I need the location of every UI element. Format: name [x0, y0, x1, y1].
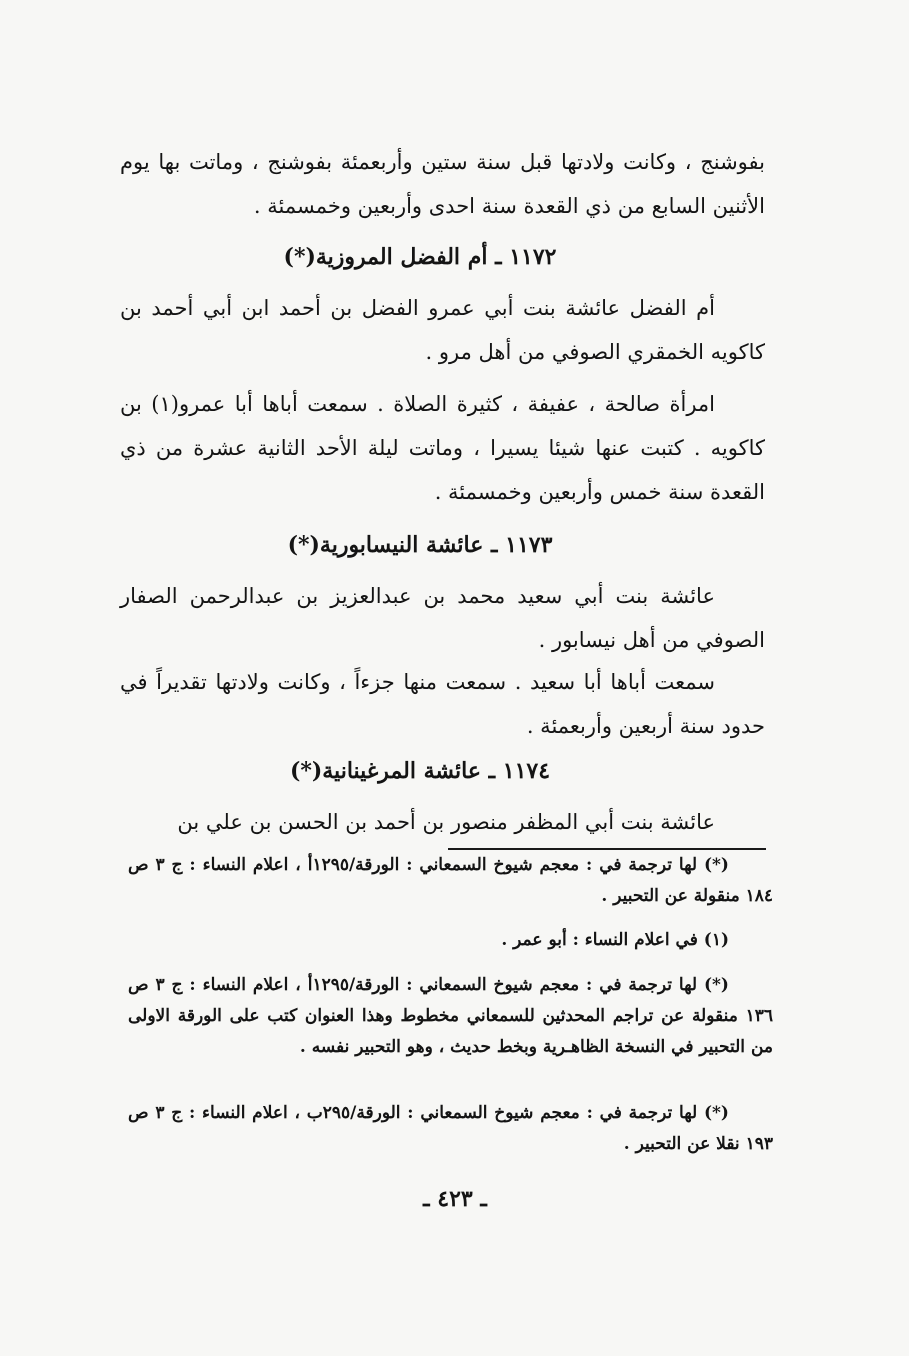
footnote-2: (١) في اعلام النساء : أبو عمر . — [501, 930, 729, 950]
entry-1174-paragraph-1: عائشة بنت أبي المظفر منصور بن أحمد بن الحسن بن علي بن — [177, 810, 715, 834]
entry-1171-tail: بفوشنج ، وكانت ولادتها قبل سنة ستين وأربعمئة بفوشنج ، وماتت بها يوم الأثنين السابع من ذي القعدة سنة احدى وأربعين وخمسمئة . — [120, 150, 765, 218]
entry-1173-paragraph-1: عائشة بنت أبي سعيد محمد بن عبدالعزيز بن عبدالرحمن الصفار الصوفي من أهل نيسابور . — [120, 584, 765, 652]
entry-1172-paragraph-2: امرأة صالحة ، عفيفة ، كثيرة الصلاة . سمعت أباها أبا عمرو(١) بن كاكويه . كتبت عنها شيئا يسيرا ، وماتت ليلة الأحد الثانية عشرة من ذي القعدة سنة خمس وأربعين وخمسمئة . — [120, 392, 765, 504]
entry-1172-heading: ١١٧٢ ـ أم الفضل المروزية(*) — [283, 244, 557, 270]
footnote-3: (*) لها ترجمة في : معجم شيوخ السمعاني : الورقة/١٢٩٥أ ، اعلام النساء : ج ٣ ص ١٣٦ منقولة عن تراجم المحدثين للسمعاني مخطوط وهذا العنوان كتب على الورقة الاولى من التحبير في النسخة الظاهـرية وبخط حديث ، وهو التحبير نفسه . — [128, 975, 773, 1057]
footnote-4: (*) لها ترجمة في : معجم شيوخ السمعاني : الورقة/٢٩٥ب ، اعلام النساء : ج ٣ ص ١٩٣ نقلا عن التحبير . — [128, 1103, 773, 1154]
entry-1172-paragraph-1: أم الفضل عائشة بنت أبي عمرو الفضل بن أحمد ابن أبي أحمد بن كاكويه الخمقري الصوفي من أهل مرو . — [120, 296, 765, 364]
entry-1173-paragraph-2: سمعت أباها أبا سعيد . سمعت منها جزءاً ، وكانت ولادتها تقديراً في حدود سنة أربعين وأربعمئة . — [120, 670, 765, 738]
footnote-1: (*) لها ترجمة في : معجم شيوخ السمعاني : الورقة/١٢٩٥أ ، اعلام النساء : ج ٣ ص ١٨٤ منقولة عن التحبير . — [128, 855, 773, 906]
entry-1174-heading: ١١٧٤ ـ عائشة المرغينانية(*) — [289, 758, 551, 784]
page-number: ـ ٤٢٣ ـ — [423, 1186, 487, 1212]
entry-1173-heading: ١١٧٣ ـ عائشة النيسابورية(*) — [287, 532, 553, 558]
